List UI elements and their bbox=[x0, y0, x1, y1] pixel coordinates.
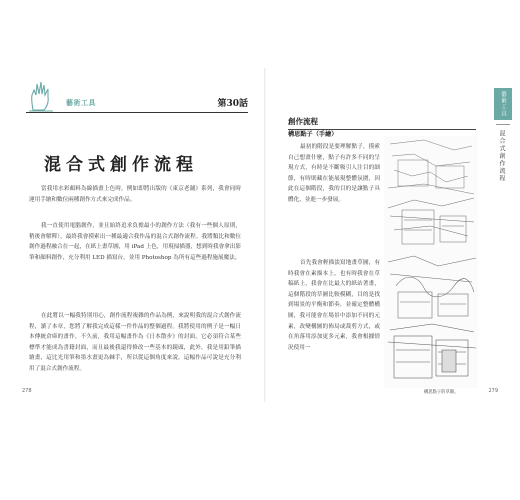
paragraph: 最初的階段是要理解點子，摸索自己想畫什麼，點子有許多不同的呈現方式，有時是不斷吸引人注目的細節，有時則藏在能展現整體氛圍，因此在這個階段，我的目的是讓點子具體化，並進一步發展。 bbox=[288, 144, 380, 203]
sketch-image bbox=[384, 136, 478, 388]
image-caption: 構思點子的草圖。 bbox=[424, 390, 459, 395]
paragraph: 在此將以一幅我特別用心，創作流程複雜的作品為例，來說明我的混合式創作流程，讀了本章，您將了解我完成這樣一件作品的整個過程。我將使用的例子是一幅日本傳統倉庫的畫作，不久前，我用這幅畫作為《日本散步》的封面，它必須符合某些標準才能成為書籍封面，而且最後我還得修改一些基本的鏡頭，此外，我是用鉛筆描繪畫，這比光用筆和墨水畫更為棘手，所以從這個角度來說，這幅作品可說是充分利用了混合式創作流程。 bbox=[29, 313, 241, 372]
chapter-title: 混合式創作流程 bbox=[44, 155, 198, 175]
episode-number: 第30話 bbox=[217, 99, 248, 109]
paragraph: 我一直使用電腦創作，並且始終追求負擔最小的創作方法（我有一些個人原則，稍後會解釋），最終我會摸索出一種最適合我作品的混合式創作流程。我將類比和數位創作過程融合在一起，在紙上畫草圖，用 iPad 上色，用現掃描器，想到時我會拿出影筆和顏料創作，充分利用 LED 描寫台，並用 Photoshop 為所有這些過程施展魔法。 bbox=[29, 223, 241, 261]
category-label: 藝術工具 bbox=[66, 98, 96, 107]
tab-chapter-label: 混合式創作流程 bbox=[498, 130, 505, 183]
subheading: 構思點子（手繪） bbox=[288, 131, 338, 138]
chapter-header bbox=[26, 92, 248, 113]
left-page bbox=[0, 70, 266, 400]
paragraph: 當我用水彩顏料為線描畫上色時，例如即將出版的《東京老舖》系列，我會同時運用手繪和數位兩種創作方式來完成作品。 bbox=[29, 186, 241, 203]
tab-category-label: 藝術工具 bbox=[494, 88, 512, 120]
page-number-left: 278 bbox=[22, 388, 32, 394]
hand-icon bbox=[28, 80, 54, 112]
tab-divider bbox=[496, 124, 510, 125]
paragraph: 首先我會輕描淡寫地畫草圖，有時我會在素描本上，也有時我會在草稿紙上，我會在比最大的紙站著畫，這個階段的草圖比較模糊，目的是找到場景的平衡和節奏，並確定整體構圖，我可能會在場景中添加不同的元素，改變構圖的佈局或裁剪方式，或在角落用添加更多元素，我會根據情況使用一 bbox=[288, 260, 380, 351]
section-heading: 創作流程 bbox=[288, 116, 476, 130]
page-number-right: 279 bbox=[488, 388, 498, 394]
chapter-tab bbox=[494, 88, 512, 342]
right-page bbox=[266, 70, 520, 400]
